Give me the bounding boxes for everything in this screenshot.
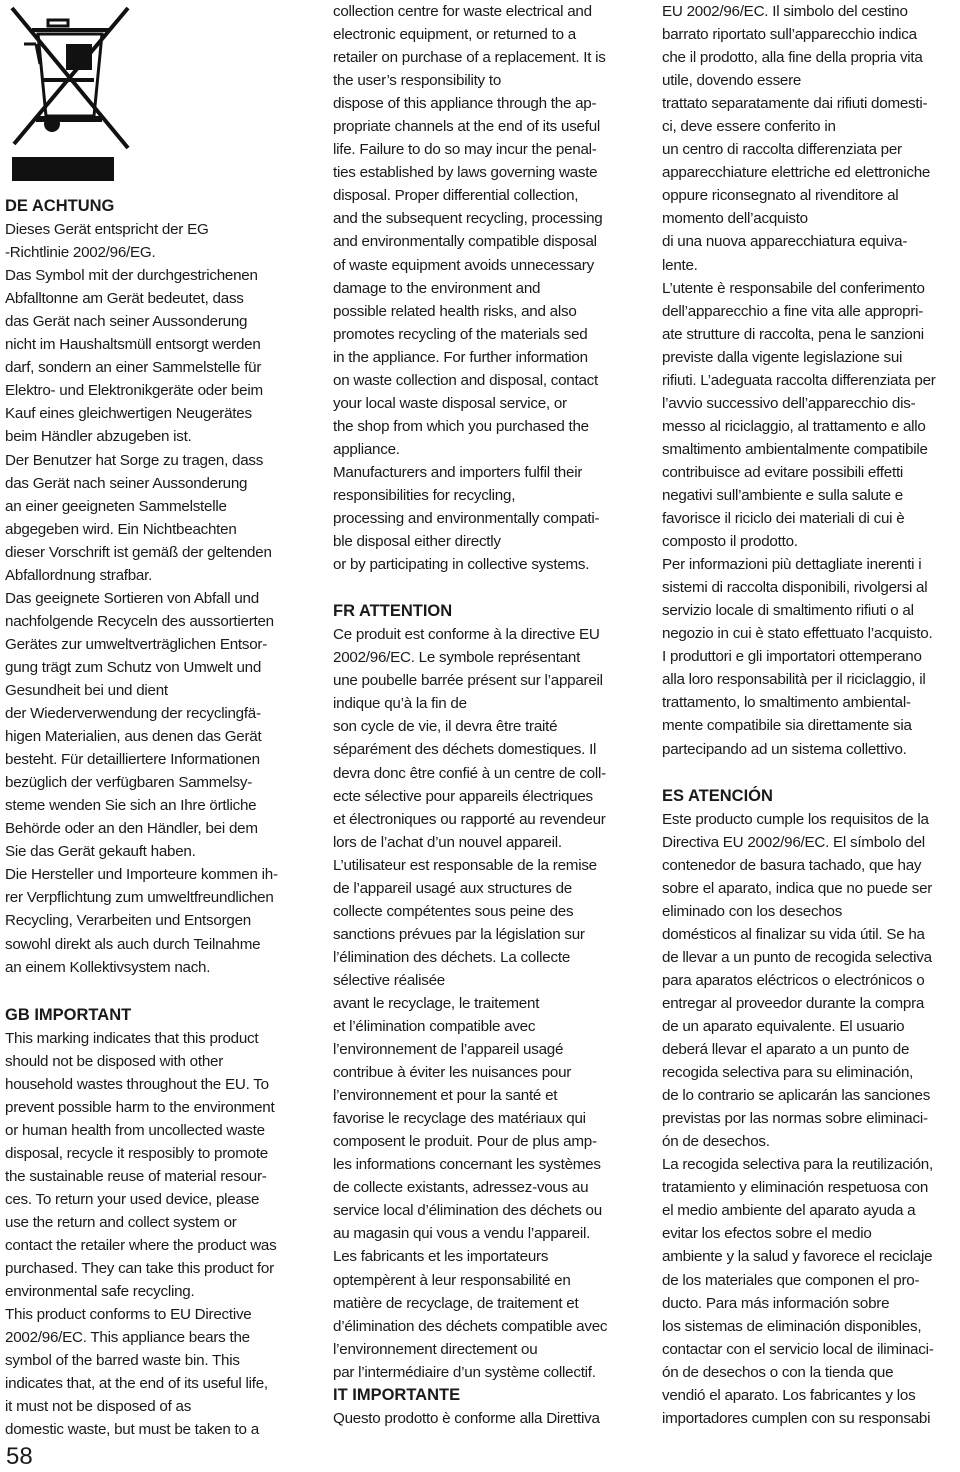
fr-heading: FR ATTENTION (333, 602, 453, 621)
it-text-continued: EU 2002/96/EC. Il simbolo del cestino barrato riportato sull’apparecchio indica che il prodotto, alla fine della propria vita utile, dovendo essere trattato separatamente dai rifiuti domesti- ci, deve essere conferito in un centro di raccolta differenziata per apparecchiature elettriche ed elettroniche oppure riconsegnato al rivenditore al momento dell’acquisto di una nuova apparecchiatura equiva- lente. L’utente è responsabile del conferimento dell’apparecchio a fine vita alle appropri- ate strutture di raccolta, pena le sanzioni previste dalla vigente legislazione sui rifiuti. L’adeguata raccolta differenziata per l’avvio successivo dell’apparecchio dis- messo al riciclaggio, al trattamento e allo smaltimento ambientalmente compatibile contribuisce ad evitare possibili effetti negativi sull’ambiente e sulla salute e favorisce il riciclo dei materiali di cui è composto il prodotto. Per informazioni più dettagliate inerenti i sistemi di raccolta disponibili, rivolgersi al servizio locale di smaltimento rifiuti o al negozio in cui è stato effettuato l’acquisto. I produttori e gli importatori ottemperano alla loro responsabilità per il riciclaggio, il trattamento, lo smaltimento ambiental- mente compatibile sia direttamente sia partecipando ad un sistema collettivo. (662, 3, 936, 758)
fr-text: Ce produit est conforme à la directive EU 2002/96/EC. Le symbole représentant une poubelle barrée présent sur l’appareil indique qu’à la fin de son cycle de vie, il devra être traité séparément des déchets domestiques. Il devra donc être confié à un centre de coll- ecte sélective pour appareils électriques et électroniques ou rapporté au revendeur lors de l’achat d’un nouvel appareil. L’utilisateur est responsable de la remise de l’appareil usagé aux structures de collecte compétentes sous peine des sanctions prévues par la législation sur l’élimination des déchets. La collecte sélective réalisée avant le recyclage, le traitement et l’élimination compatible avec l’environnement de l’appareil usagé contribue à éviter les nuisances pour l’environnement et pour la santé et favorise le recyclage des matériaux qui composent le produit. Pour de plus amp- les informations concernant les systèmes de collecte existants, adressez-vous au service local d’élimination des déchets ou au magasin qui vous a vendu l’appareil. Les fabricants et les importateurs optempèrent à leur responsabilité en matière de recyclage, de traitement et d’élimination des déchets compatible avec l’environnement directement ou par l’intermédiaire d’un système collectif. (333, 626, 608, 1381)
it-heading: IT IMPORTANTE (333, 1385, 461, 1404)
column-1 (5, 0, 307, 1441)
es-text: Este producto cumple los requisitos de la Directiva EU 2002/96/EC. El símbolo del contenedor de basura tachado, que hay sobre el aparato, indica que no puede ser eliminado con los desechos domésticos al finalizar su vida útil. Se ha de llevar a un punto de recogida selectiva para aparatos eléctricos o electrónicos o entregar al proveedor durante la compra de un aparato equivalente. El usuario deberá llevar el aparato a un punto de recogida selectiva para su eliminación, de lo contrario se aplicarán las sanciones previstas por las normas sobre eliminaci- ón de desechos. La recogida selectiva para la reutilización, tratamiento y eliminación respetuosa con el medio ambiente del aparato ayuda a evitar los efectos sobre el medio ambiente y la salud y favorece el reciclaje de los materiales que componen el pro- ducto. Para más información sobre los sistemas de eliminación disponibles, contactar con el servicio local de iliminaci- ón de desechos o con la tienda que vendió el aparato. Los fabricantes y los importadores cumplen con su responsabi (662, 810, 934, 1427)
de-heading: DE ACHTUNG (5, 197, 115, 215)
gb-text: This marking indicates that this product should not be disposed with other household wastes throughout the EU. To prevent possible harm to the environment or human health from uncollected waste disposal, recycle it resposibly to promote the sustainable reuse of material resour- ces. To return your used device, please use the return and collect system or contact the retailer where the product was purchased. They can take this product for environmental safe recycling. This product conforms to EU Directive 2002/96/EC. This appliance bears the symbol of the barred waste bin. This indicates that, at the end of its useful life, it must not be disposed of as domestic waste, but must be taken to a (5, 1029, 277, 1439)
es-heading: ES ATENCIÓN (662, 786, 773, 805)
it-text: Questo prodotto è conforme alla Direttiva (333, 1409, 600, 1427)
de-text: Dieses Gerät entspricht der EG -Richtlinie 2002/96/EG. Das Symbol mit der durchgestrichenen Abfalltonne am Gerät bedeutet, dass das Gerät nach seiner Aussonderung nicht im Haushaltsmüll entsorgt werden darf, sondern an einer Sammelstelle für Elektro- und Elektronikgeräte oder beim Kauf eines gleichwertigen Neugerätes beim Händler abzugeben ist. Der Benutzer hat Sorge zu tragen, dass das Gerät nach seiner Aussonderung an einer geeigneten Sammelstelle abgegeben wird. Ein Nichtbeachten dieser Vorschrift ist gemäß der geltenden Abfallordnung strafbar. Das geeignete Sortieren von Abfall und nachfolgende Recyceln des aussortierten Gerätes zur umweltverträglichen Entsor- gung trägt zum Schutz von Umwelt und Gesundheit bei und dient der Wiederverwendung der recyclingfä- higen Materialien, aus denen das Gerät besteht. Für detailliertere Informationen bezüglich der verfügbaren Sammelsy- steme wenden Sie sich an Ihre örtliche Behörde oder an den Händler, bei dem Sie das Gerät gekauft haben. Die Hersteller und Importeure kommen ih- rer Verpflichtung zum umweltfreundlichen Recycling, Verarbeiten und Entsorgen sowohl direkt als auch durch Teilnahme an einem Kollektivsystem nach. (5, 221, 278, 976)
gb-heading: GB IMPORTANT (5, 1005, 132, 1024)
column-2 (333, 0, 633, 1430)
gb-text-continued: collection centre for waste electrical and electronic equipment, or returned to a retailer on purchase of a replacement. It is the user’s responsibility to dispose of this appliance through the ap- propriate channels at the end of its useful life. Failure to do so may incur the penal- ties established by laws governing waste disposal. Proper differential collection, and the subsequent recycling, processing and environmentally compatible disposal of waste equipment avoids unnecessary damage to the environment and possible related health risks, and also promotes recycling of the materials sed in the appliance. For further information on waste collection and disposal, contact your local waste disposal service, or the shop from which you purchased the appliance. Manufacturers and importers fulfil their responsibilities for recycling, processing and environmentally compati- ble disposal either directly or by participating in collective systems. (333, 3, 606, 574)
column-3 (662, 0, 960, 1430)
page-number: 58 (6, 1443, 33, 1470)
